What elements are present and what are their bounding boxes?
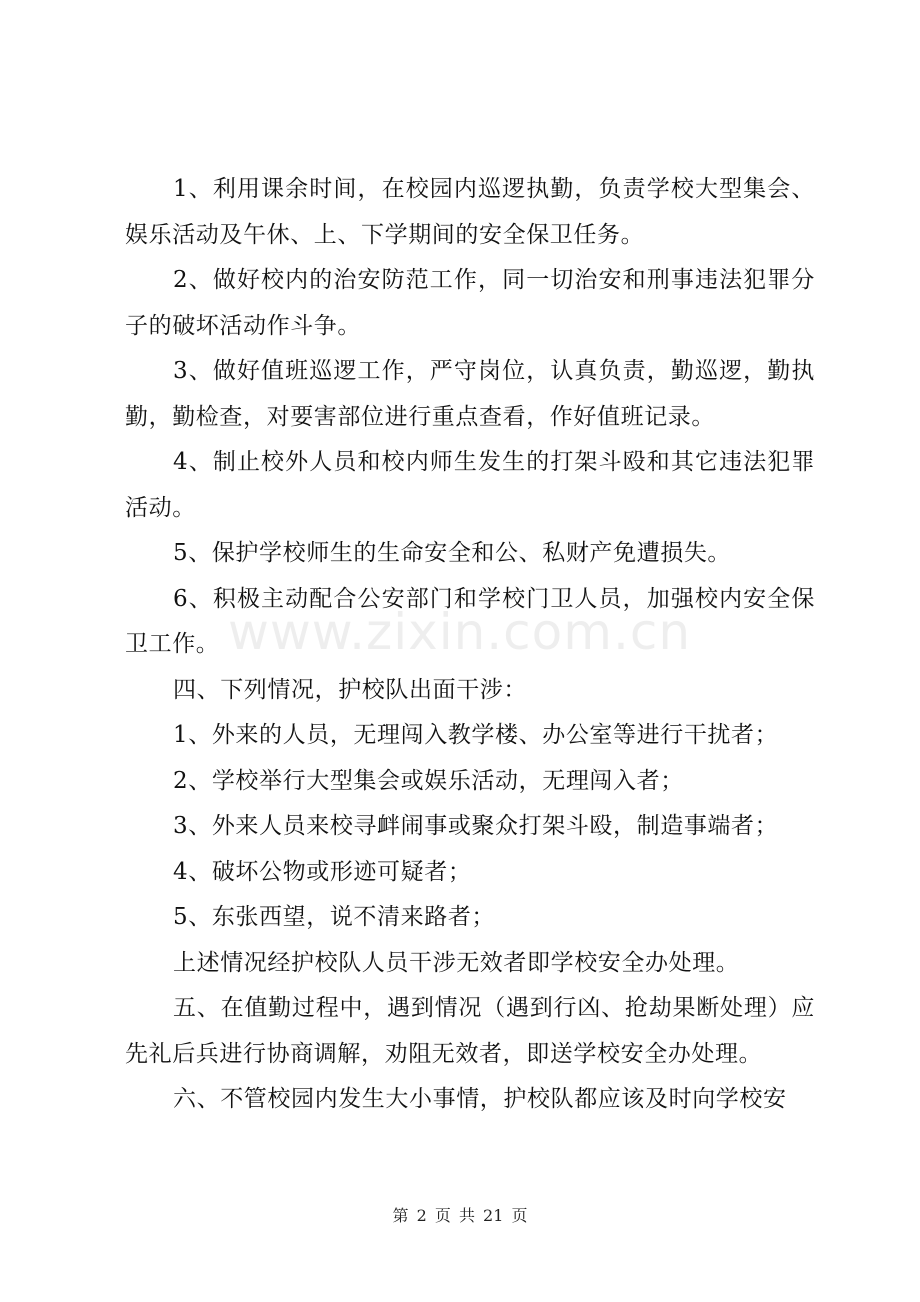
paragraph-duty-5: 5、保护学校师生的生命安全和公、私财产免遭损失。 (173, 540, 732, 566)
page-number-footer: 第 2 页 共 21 页 (392, 1206, 528, 1225)
list-item-case-3: 3、外来人员来校寻衅闹事或聚众打架斗殴，制造事端者； (173, 813, 779, 839)
paragraph-duty-3: 3、做好值班巡逻工作，严守岗位，认真负责，勤巡逻，勤执勤，勤检查，对要害部位进行重点查看，作好值班记录。 (125, 358, 815, 430)
section-heading-4: 四、下列情况，护校队出面干涉： (173, 676, 527, 703)
list-item-case-5: 5、东张西望，说不清来路者； (173, 904, 496, 930)
paragraph-duty-1: 1、利用课余时间，在校园内巡逻执勤，负责学校大型集会、娱乐活动及午休、上、下学期间的安全保卫任务。 (125, 176, 815, 248)
section-paragraph-5: 五、在值勤过程中，遇到情况（遇到行凶、抢劫果断处理）应先礼后兵进行协商调解，劝阻无效者，即送学校安全办处理。 (125, 995, 815, 1067)
paragraph-handling-note: 上述情况经护校队人员干涉无效者即学校安全办处理。 (173, 949, 740, 976)
list-item-case-2: 2、学校举行大型集会或娱乐活动，无理闯入者； (173, 767, 684, 794)
paragraph-duty-4: 4、制止校外人员和校内师生发生的打架斗殴和其它违法犯罪活动。 (125, 449, 815, 521)
document-body (125, 167, 815, 1123)
list-item-case-1: 1、外来的人员，无理闯入教学楼、办公室等进行干扰者； (173, 722, 779, 748)
list-item-case-4: 4、破坏公物或形迹可疑者； (173, 858, 472, 885)
section-paragraph-6: 六、不管校园内发生大小事情，护校队都应该及时向学校安 (173, 1086, 787, 1112)
paragraph-duty-6: 6、积极主动配合公安部门和学校门卫人员，加强校内安全保卫工作。 (125, 585, 815, 657)
watermark: www.zixin.com.cn (228, 603, 692, 661)
paragraph-duty-2: 2、做好校内的治安防范工作，同一切治安和刑事违法犯罪分子的破坏活动作斗争。 (125, 267, 815, 339)
